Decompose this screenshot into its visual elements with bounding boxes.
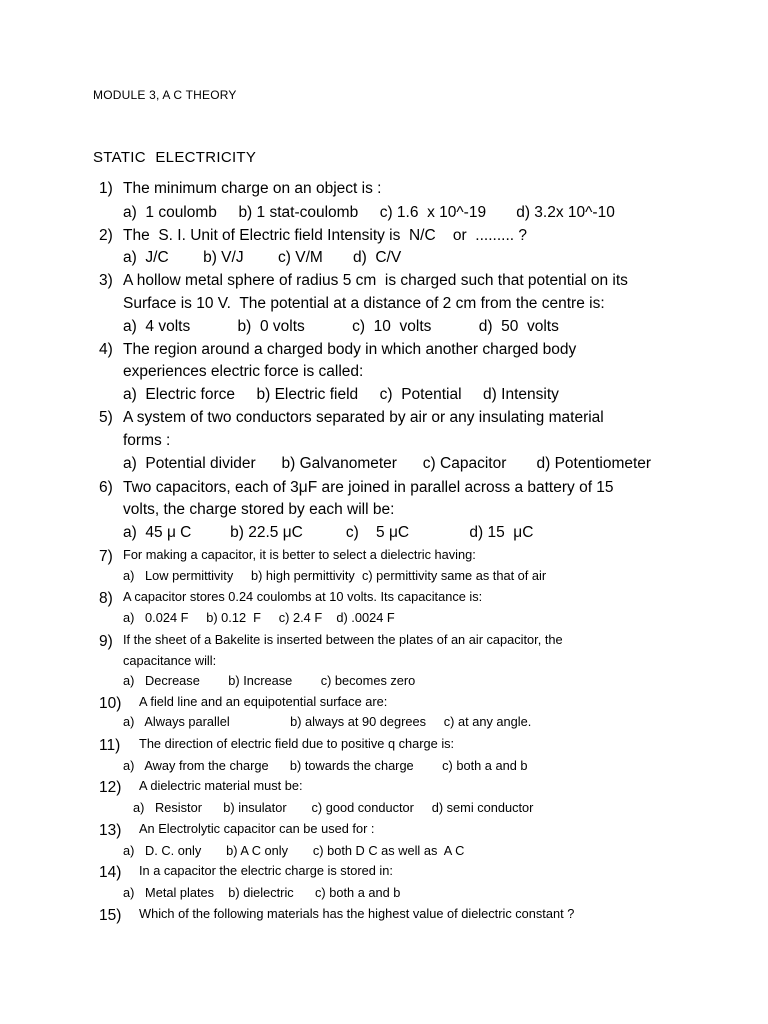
question-text: If the sheet of a Bakelite is inserted between the plates of an air capacitor, the	[123, 632, 563, 647]
answer-options: a) Electric force b) Electric field c) Potential d) Intensity	[123, 386, 559, 403]
question-text: An Electrolytic capacitor can be used for :	[139, 821, 375, 836]
question-number: 15)	[99, 907, 122, 924]
question-number: 11)	[99, 737, 121, 754]
question-number: 7)	[99, 548, 113, 565]
question-text: The minimum charge on an object is :	[123, 180, 382, 197]
answer-options: a) Potential divider b) Galvanometer c) Capacitor d) Potentiometer	[123, 455, 652, 472]
answer-options: a) Away from the charge b) towards the charge c) both a and b	[123, 758, 528, 773]
question-text: capacitance will:	[123, 653, 217, 668]
question-number: 2)	[99, 227, 113, 244]
question-text: Surface is 10 V. The potential at a distance of 2 cm from the centre is:	[123, 295, 605, 312]
question-number: 6)	[99, 479, 113, 496]
question-text: volts, the charge stored by each will be:	[123, 501, 395, 518]
answer-options: a) 45 μ C b) 22.5 μC c) 5 μC d) 15 μC	[123, 524, 534, 541]
question-text: experiences electric force is called:	[123, 363, 364, 380]
question-number: 12)	[99, 779, 122, 796]
question-text: In a capacitor the electric charge is stored in:	[139, 863, 393, 878]
question-text: A system of two conductors separated by air or any insulating material	[123, 409, 604, 426]
answer-options: a) 4 volts b) 0 volts c) 10 volts d) 50 volts	[123, 318, 559, 335]
question-text: Which of the following materials has the highest value of dielectric constant ?	[139, 906, 575, 921]
answer-options: a) D. C. only b) A C only c) both D C as well as A C	[123, 843, 465, 858]
question-number: 14)	[99, 864, 122, 881]
question-text: A dielectric material must be:	[139, 778, 303, 793]
answer-options: a) 1 coulomb b) 1 stat-coulomb c) 1.6 x 10^-19 d) 3.2x 10^-10	[123, 204, 615, 221]
question-text: Two capacitors, each of 3μF are joined in parallel across a battery of 15	[123, 479, 614, 496]
question-number: 10)	[99, 695, 122, 712]
question-text: A field line and an equipotential surface are:	[139, 694, 388, 709]
question-number: 13)	[99, 822, 122, 839]
question-number: 5)	[99, 409, 113, 426]
module-title: MODULE 3, A C THEORY	[93, 88, 237, 102]
section-title: STATIC ELECTRICITY	[93, 149, 257, 166]
question-number: 3)	[99, 272, 113, 289]
question-text: For making a capacitor, it is better to select a dielectric having:	[123, 547, 476, 562]
question-number: 8)	[99, 590, 113, 607]
answer-options: a) Resistor b) insulator c) good conductor d) semi conductor	[133, 800, 534, 815]
answer-options: a) J/C b) V/J c) V/M d) C/V	[123, 249, 402, 266]
question-number: 9)	[99, 633, 113, 650]
answer-options: a) 0.024 F b) 0.12 F c) 2.4 F d) .0024 F	[123, 610, 395, 625]
answer-options: a) Low permittivity b) high permittivity c) permittivity same as that of air	[123, 568, 547, 583]
question-text: The direction of electric field due to positive q charge is:	[139, 736, 455, 751]
question-number: 4)	[99, 341, 113, 358]
question-text: A hollow metal sphere of radius 5 cm is charged such that potential on its	[123, 272, 628, 289]
answer-options: a) Always parallel b) always at 90 degrees c) at any angle.	[123, 714, 532, 729]
question-number: 1)	[99, 180, 113, 197]
question-text: A capacitor stores 0.24 coulombs at 10 volts. Its capacitance is:	[123, 589, 483, 604]
answer-options: a) Decrease b) Increase c) becomes zero	[123, 673, 416, 688]
question-text: The region around a charged body in which another charged body	[123, 341, 577, 358]
answer-options: a) Metal plates b) dielectric c) both a and b	[123, 885, 401, 900]
question-text: forms :	[123, 432, 171, 449]
question-text: The S. I. Unit of Electric field Intensity is N/C or ......... ?	[123, 227, 527, 244]
